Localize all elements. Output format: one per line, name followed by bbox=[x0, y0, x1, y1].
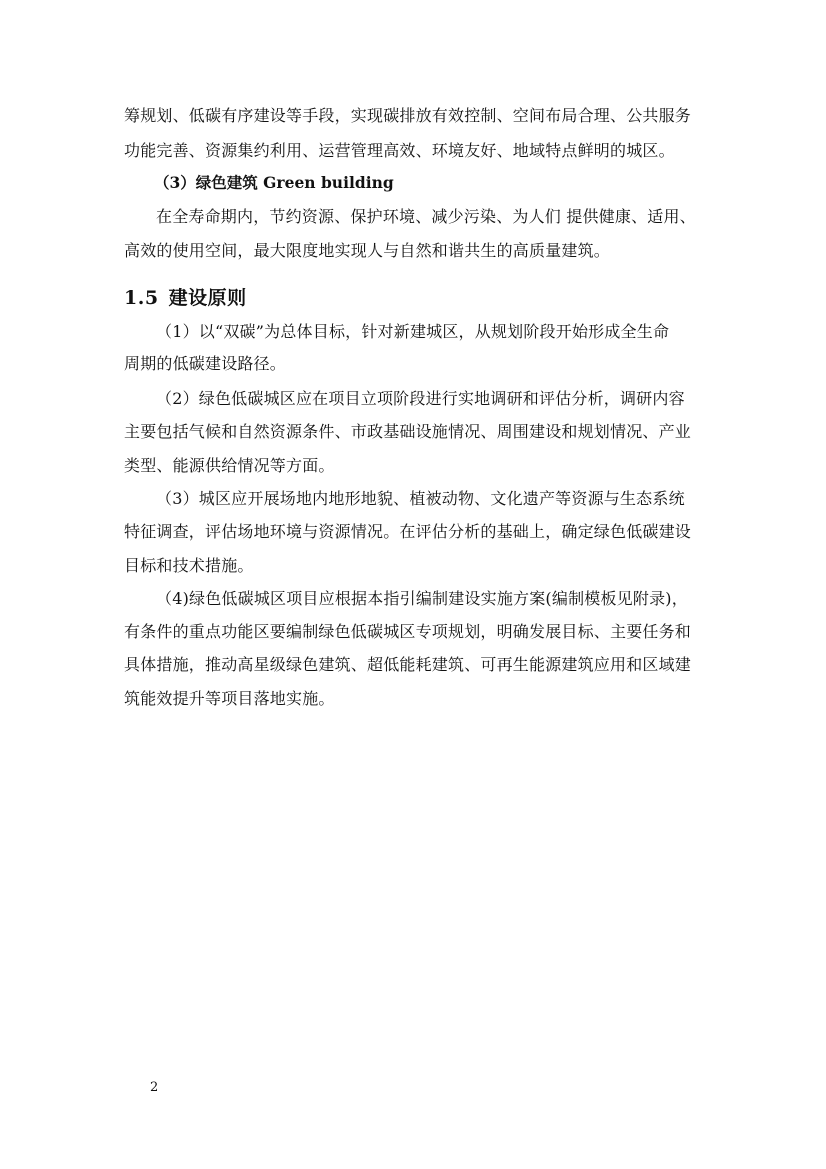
paragraph-line: 在全寿命期内，节约资源、保护环境、减少污染、为人们 提供健康、适用、 bbox=[156, 207, 696, 226]
page-number: 2 bbox=[150, 1080, 159, 1095]
paragraph-line: （3）城区应开展场地内地形地貌、植被动物、文化遗产等资源与生态系统 bbox=[156, 489, 685, 508]
paragraph-line: 特征调查，评估场地环境与资源情况。在评估分析的基础上，确定绿色低碳建设 bbox=[124, 522, 692, 541]
paragraph-line: 周期的低碳建设路径。 bbox=[124, 354, 287, 373]
section-title: 建设原则 bbox=[168, 287, 247, 309]
paragraph-line: 具体措施，推动高星级绿色建筑、超低能耗建筑、可再生能源建筑应用和区域建 bbox=[124, 655, 692, 674]
section-number: 1.5 bbox=[124, 287, 159, 309]
paragraph-line: 筹规划、低碳有序建设等手段，实现碳排放有效控制、空间布局合理、公共服务 bbox=[124, 106, 692, 125]
paragraph-line: 类型、能源供给情况等方面。 bbox=[124, 456, 335, 475]
paragraph-line: （1）以“双碳”为总体目标，针对新建城区，从规划阶段开始形成全生命 bbox=[156, 322, 670, 341]
paragraph-line: 有条件的重点功能区要编制绿色低碳城区专项规划，明确发展目标、主要任务和 bbox=[124, 622, 692, 641]
paragraph-line: （4)绿色低碳城区项目应根据本指引编制建设实施方案(编制模板见附录)， bbox=[156, 589, 688, 608]
paragraph-line: 筑能效提升等项目落地实施。 bbox=[124, 689, 335, 708]
paragraph-line: 主要包括气候和自然资源条件、市政基础设施情况、周围建设和规划情况、产业 bbox=[124, 422, 692, 441]
paragraph-line: 高效的使用空间，最大限度地实现人与自然和谐共生的高质量建筑。 bbox=[124, 241, 611, 260]
paragraph-line: 功能完善、资源集约利用、运营管理高效、环境友好、地域特点鲜明的城区。 bbox=[124, 141, 675, 160]
paragraph-line: （2）绿色低碳城区应在项目立项阶段进行实地调研和评估分析，调研内容 bbox=[156, 389, 685, 408]
subsection-heading: （3）绿色建筑 Green building bbox=[154, 173, 394, 192]
paragraph-line: 目标和技术措施。 bbox=[124, 556, 254, 575]
section-heading bbox=[124, 285, 247, 311]
